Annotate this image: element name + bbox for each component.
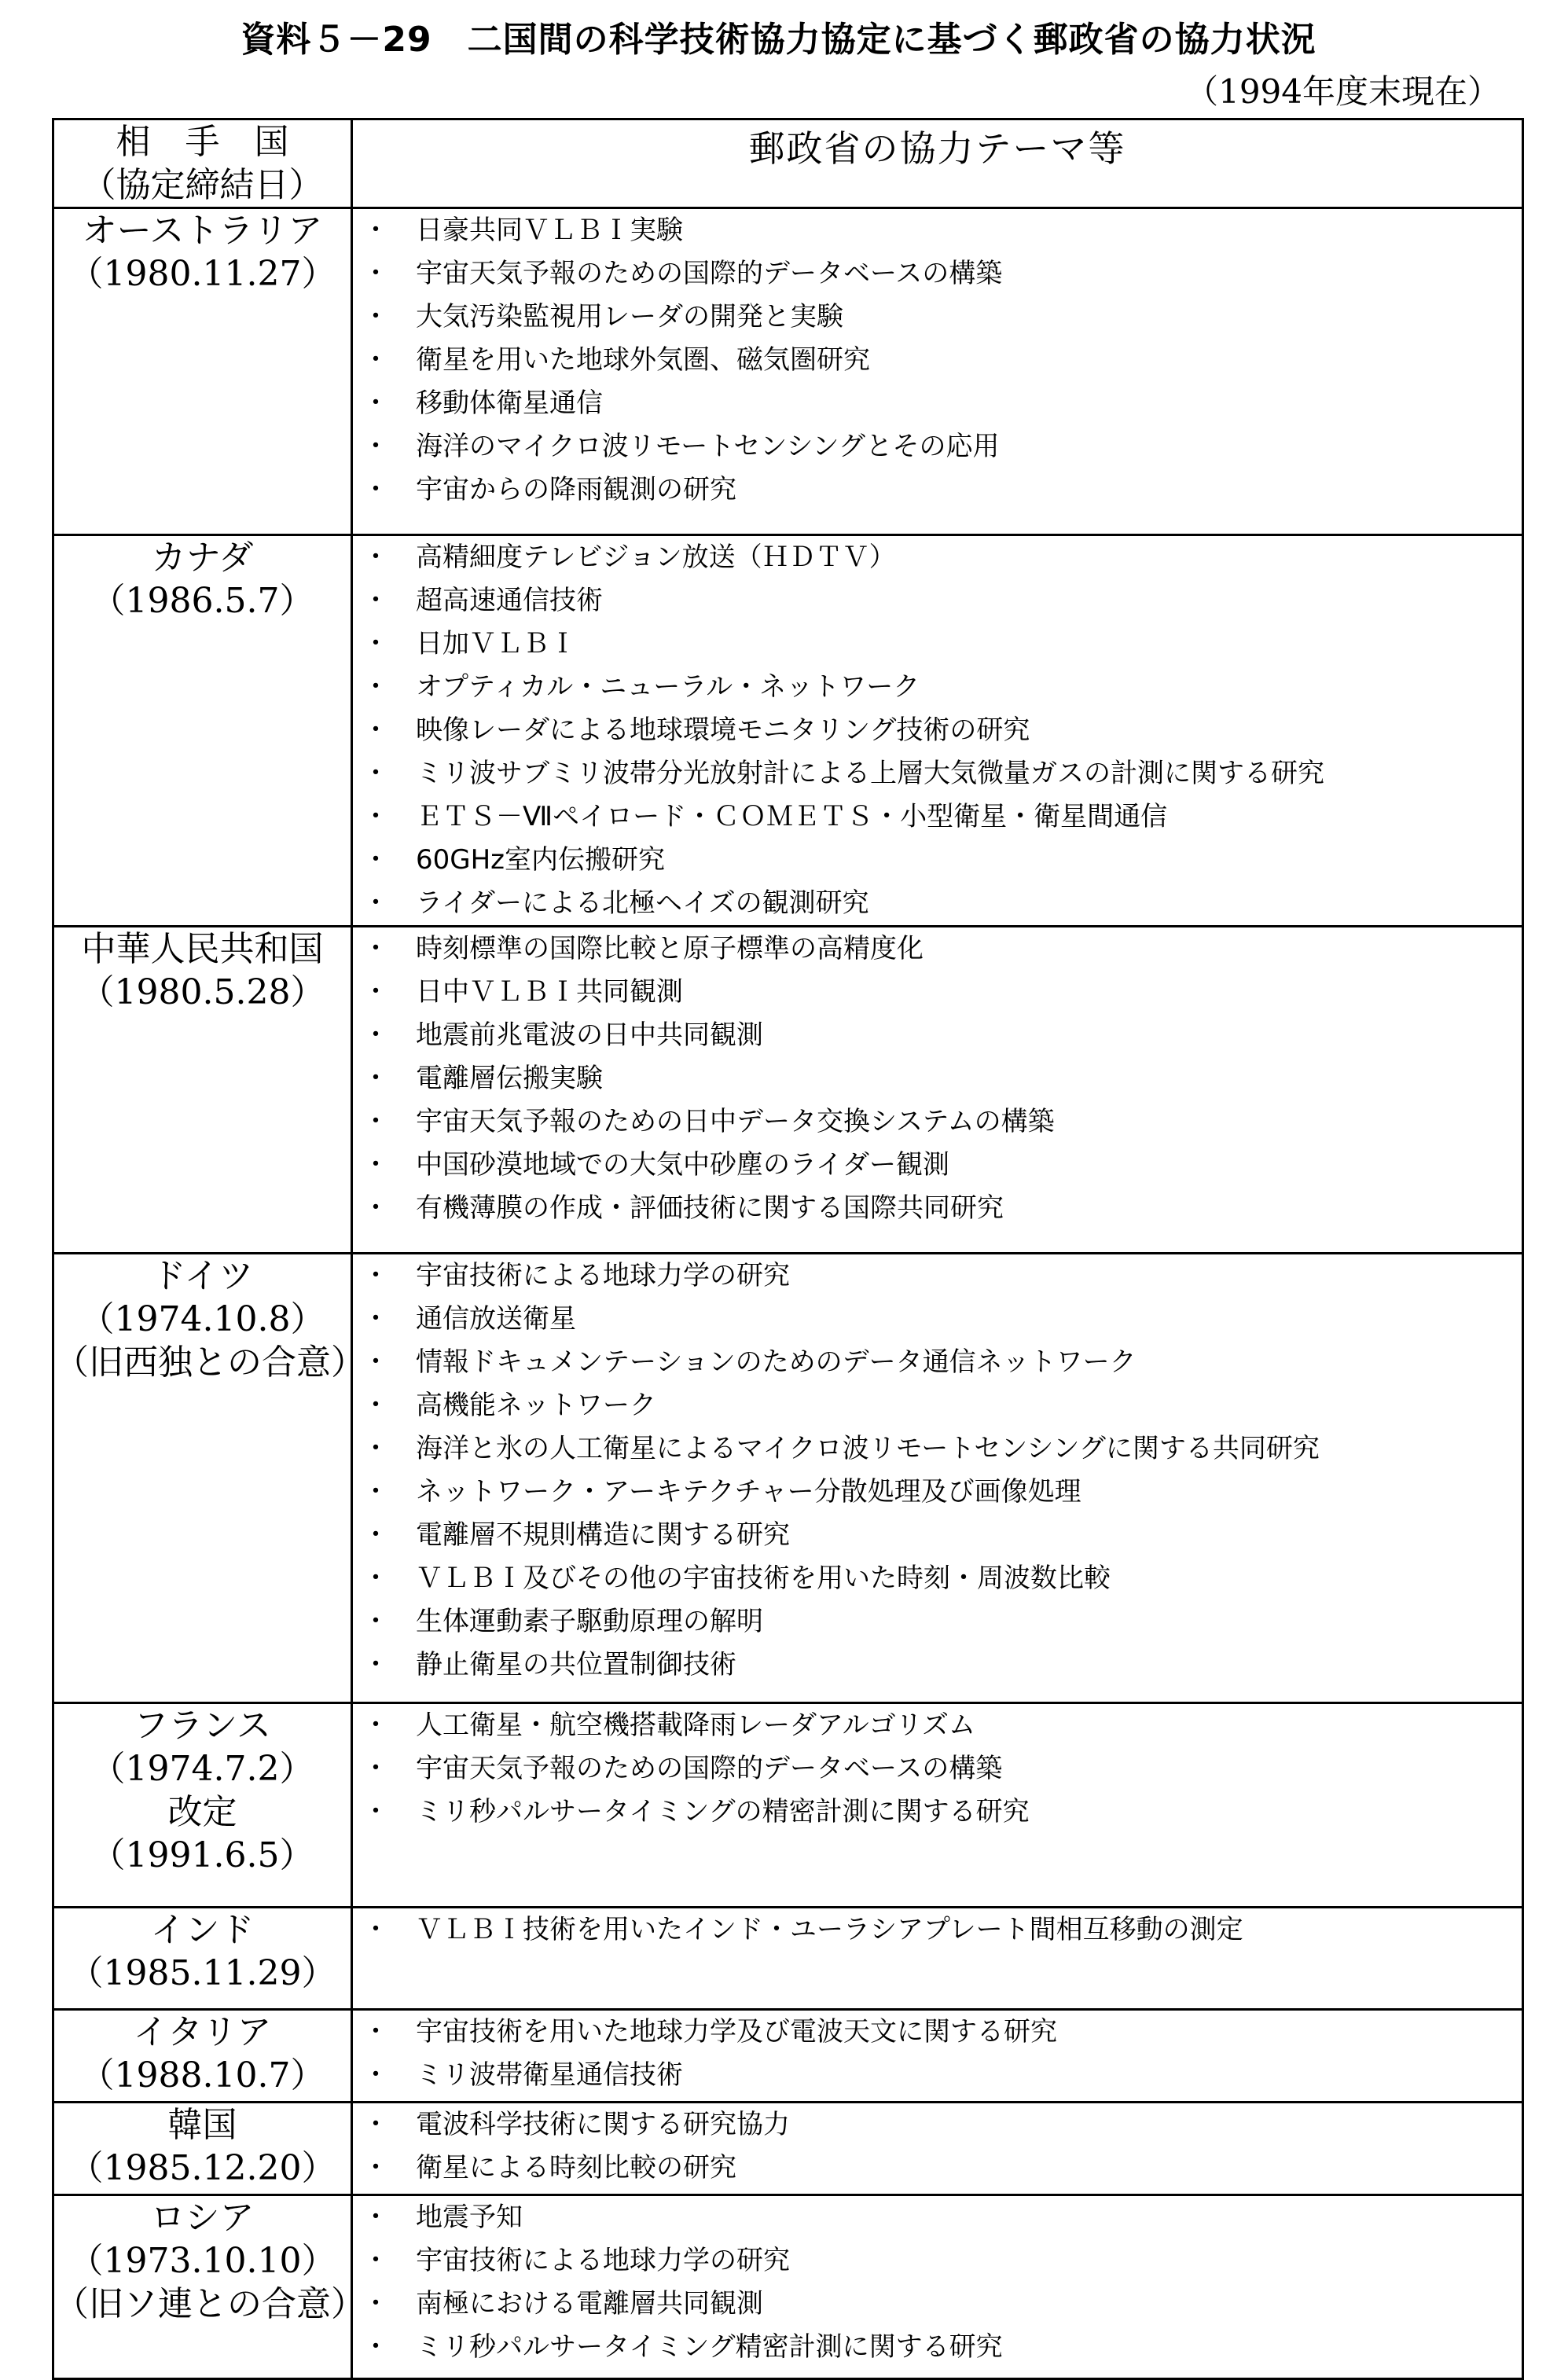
theme-item: ・ 衛星による時刻比較の研究 xyxy=(353,2147,1522,2190)
theme-item: ・ 生体運動素子駆動原理の解明 xyxy=(353,1600,1522,1644)
theme-item: ・ 高機能ネットワーク xyxy=(353,1384,1522,1427)
country-cell xyxy=(53,208,352,535)
theme-item: ・ 宇宙技術を用いた地球力学及び電波天文に関する研究 xyxy=(353,2011,1522,2054)
table-row xyxy=(53,2103,1523,2195)
country-cell xyxy=(53,535,352,927)
table-body xyxy=(53,208,1523,2379)
theme-item: ・ オプティカル・ニューラル・ネットワーク xyxy=(353,666,1522,709)
country-label: インド （1985.11.29） xyxy=(68,1910,336,1993)
country-label: ドイツ （1974.10.8） （旧西独との合意） xyxy=(54,1256,365,1383)
table-row xyxy=(53,1703,1523,1908)
theme-item: ・ 情報ドキュメンテーションのためのデータ通信ネットワーク xyxy=(353,1341,1522,1384)
header-themes: 郵政省の協力テーマ等 xyxy=(352,119,1523,208)
document-title: 資料５－29 二国間の科学技術協力協定に基づく郵政省の協力状況 xyxy=(241,20,1316,60)
theme-item: ・ 高精細度テレビジョン放送（ＨＤＴＶ） xyxy=(353,536,1522,579)
theme-item: ・ 大気汚染監視用レーダの開発と実験 xyxy=(353,296,1522,339)
theme-item: ・ 宇宙技術による地球力学の研究 xyxy=(353,2239,1522,2283)
theme-list xyxy=(353,1704,1522,1834)
cooperation-table xyxy=(52,118,1524,2380)
theme-item: ・ 地震前兆電波の日中共同観測 xyxy=(353,1014,1522,1057)
theme-item: ・ 超高速通信技術 xyxy=(353,579,1522,623)
theme-item: ・ 衛星を用いた地球外気圏、磁気圏研究 xyxy=(353,339,1522,382)
theme-item: ・ 60GHz室内伝搬研究 xyxy=(353,839,1522,882)
theme-item: ・ ライダーによる北極ヘイズの観測研究 xyxy=(353,882,1522,925)
table-row xyxy=(53,927,1523,1254)
theme-item: ・ 中国砂漠地域での大気中砂塵のライダー観測 xyxy=(353,1144,1522,1187)
theme-item: ・ 日豪共同ＶＬＢＩ実験 xyxy=(353,209,1522,252)
themes-cell xyxy=(352,1703,1523,1908)
theme-item: ・ 宇宙天気予報のための日中データ交換システムの構築 xyxy=(353,1100,1522,1144)
theme-item: ・ 宇宙天気予報のための国際的データベースの構築 xyxy=(353,252,1522,296)
theme-item: ・ ＶＬＢＩ及びその他の宇宙技術を用いた時刻・周波数比較 xyxy=(353,1557,1522,1600)
table-header-row xyxy=(53,119,1523,208)
country-cell xyxy=(53,1703,352,1908)
as-of-date: （1994年度末現在） xyxy=(1185,72,1500,111)
country-label: 中華人民共和国 （1980.5.28） xyxy=(79,929,325,1012)
country-cell xyxy=(53,2103,352,2195)
country-label: フランス （1974.7.2） 改定 （1991.6.5） xyxy=(90,1706,314,1875)
theme-item: ・ ＥＴＳ－Ⅶペイロード・ＣＯＭＥＴＳ・小型衛星・衛星間通信 xyxy=(353,795,1522,839)
theme-item: ・ 通信放送衛星 xyxy=(353,1298,1522,1341)
theme-item: ・ 電離層伝搬実験 xyxy=(353,1057,1522,1100)
table-row xyxy=(53,2010,1523,2103)
theme-item: ・ 映像レーダによる地球環境モニタリング技術の研究 xyxy=(353,709,1522,752)
country-label: イタリア （1988.10.7） xyxy=(79,2012,325,2095)
theme-item: ・ ミリ波帯衛星通信技術 xyxy=(353,2054,1522,2097)
themes-cell xyxy=(352,927,1523,1254)
table-row xyxy=(53,208,1523,535)
theme-list xyxy=(353,2011,1522,2097)
theme-list xyxy=(353,2196,1522,2369)
theme-item: ・ 人工衛星・航空機搭載降雨レーダアルゴリズム xyxy=(353,1704,1522,1747)
table-row xyxy=(53,535,1523,927)
themes-cell xyxy=(352,2010,1523,2103)
theme-item: ・ 電離層不規則構造に関する研究 xyxy=(353,1514,1522,1557)
theme-item: ・ 南極における電離層共同観測 xyxy=(353,2283,1522,2326)
theme-item: ・ 移動体衛星通信 xyxy=(353,382,1522,425)
theme-item: ・ ネットワーク・アーキテクチャー分散処理及び画像処理 xyxy=(353,1471,1522,1514)
theme-item: ・ 宇宙天気予報のための国際的データベースの構築 xyxy=(353,1747,1522,1791)
theme-list xyxy=(353,209,1522,512)
theme-list xyxy=(353,536,1522,925)
themes-cell xyxy=(352,1908,1523,2010)
theme-item: ・ ミリ秒パルサータイミングの精密計測に関する研究 xyxy=(353,1791,1522,1834)
table-row xyxy=(53,1908,1523,2010)
themes-cell xyxy=(352,1254,1523,1703)
theme-item: ・ 静止衛星の共位置制御技術 xyxy=(353,1644,1522,1687)
themes-cell xyxy=(352,208,1523,535)
country-label: 韓国 （1985.12.20） xyxy=(68,2105,336,2188)
theme-item: ・ ＶＬＢＩ技術を用いたインド・ユーラシアプレート間相互移動の測定 xyxy=(353,1908,1522,1952)
table-row xyxy=(53,2195,1523,2379)
table-row xyxy=(53,1254,1523,1703)
theme-list xyxy=(353,1908,1522,1952)
theme-item: ・ 日加ＶＬＢＩ xyxy=(353,623,1522,666)
themes-cell xyxy=(352,2103,1523,2195)
theme-item: ・ 地震予知 xyxy=(353,2196,1522,2239)
theme-item: ・ 時刻標準の国際比較と原子標準の高精度化 xyxy=(353,927,1522,971)
header-country xyxy=(53,119,352,208)
themes-cell xyxy=(352,2195,1523,2379)
theme-item: ・ 宇宙からの降雨観測の研究 xyxy=(353,468,1522,512)
country-cell xyxy=(53,1254,365,1703)
theme-item: ・ 海洋のマイクロ波リモートセンシングとその応用 xyxy=(353,425,1522,468)
theme-item: ・ ミリ秒パルサータイミング精密計測に関する研究 xyxy=(353,2326,1522,2369)
country-cell xyxy=(53,2195,365,2379)
theme-item: ・ 宇宙技術による地球力学の研究 xyxy=(353,1254,1522,1298)
theme-item: ・ 日中ＶＬＢＩ共同観測 xyxy=(353,971,1522,1014)
country-cell xyxy=(53,2010,352,2103)
country-cell xyxy=(53,927,352,1254)
header-country-label: 相 手 国 （協定締結日） xyxy=(81,122,324,205)
theme-item: ・ ミリ波サブミリ波帯分光放射計による上層大気微量ガスの計測に関する研究 xyxy=(353,752,1522,795)
theme-item: ・ 海洋と氷の人工衛星によるマイクロ波リモートセンシングに関する共同研究 xyxy=(353,1427,1522,1471)
country-label: カナダ （1986.5.7） xyxy=(90,538,314,621)
country-cell xyxy=(53,1908,352,2010)
country-label: オーストラリア （1980.11.27） xyxy=(68,211,336,294)
theme-list xyxy=(353,927,1522,1230)
theme-item: ・ 電波科学技術に関する研究協力 xyxy=(353,2103,1522,2147)
themes-cell xyxy=(352,535,1523,927)
country-label: ロシア （1973.10.10） （旧ソ連との合意） xyxy=(54,2198,365,2324)
theme-list xyxy=(353,1254,1522,1687)
theme-list xyxy=(353,2103,1522,2190)
theme-item: ・ 有機薄膜の作成・評価技術に関する国際共同研究 xyxy=(353,1187,1522,1230)
